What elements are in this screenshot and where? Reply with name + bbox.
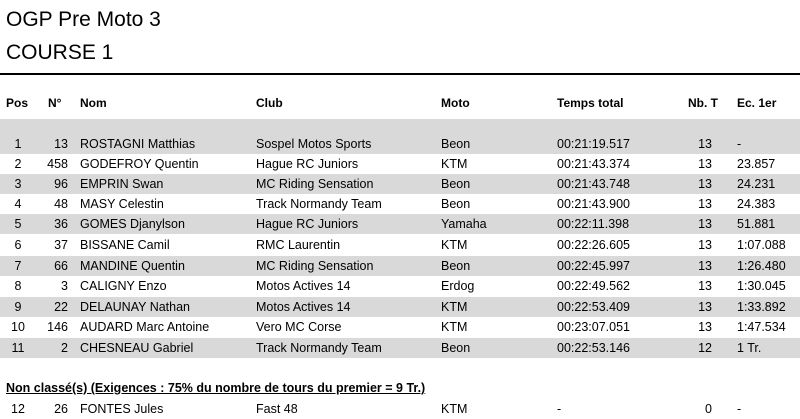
table-row [0,214,800,234]
cell-pos: 2 [14,157,22,171]
table-row [0,194,800,214]
cell-nom: FONTES Jules [80,402,164,416]
cell-nom: AUDARD Marc Antoine [80,320,210,334]
cell-moto: KTM [441,300,468,314]
cell-num: 96 [54,177,68,191]
cell-moto: Erdog [441,279,475,293]
cell-ec: - [737,402,742,416]
cell-pos: 5 [14,217,22,231]
cell-nom: ROSTAGNI Matthias [80,137,196,151]
cell-pos: 10 [11,320,25,334]
cell-nbt: 13 [698,320,712,334]
table-row [0,174,800,194]
cell-temps: 00:21:43.748 [557,177,630,191]
cell-nbt: 13 [698,238,712,252]
cell-temps: 00:22:49.562 [557,279,630,293]
cell-temps: 00:22:45.997 [557,259,630,273]
cell-club: RMC Laurentin [256,238,341,252]
cell-pos: 4 [14,197,22,211]
cell-moto: Beon [441,197,471,211]
col-header-num: N° [48,96,62,110]
cell-pos: 3 [14,177,22,191]
cell-ec: 1:30.045 [737,279,786,293]
table-row [0,297,800,317]
col-header-club: Club [256,96,283,110]
cell-club: Hague RC Juniors [256,217,359,231]
cell-ec: 1:26.480 [737,259,786,273]
cell-ec: 23.857 [737,157,776,171]
table-row [0,317,800,337]
cell-temps: - [557,402,562,416]
cell-nom: EMPRIN Swan [80,177,164,191]
cell-moto: Beon [441,137,471,151]
cell-nom: BISSANE Camil [80,238,170,252]
cell-ec: 1 Tr. [737,341,762,355]
col-header-nom: Nom [80,96,107,110]
cell-temps: 00:22:11.398 [557,217,630,231]
table-row [0,235,800,255]
cell-temps: 00:21:19.517 [557,137,630,151]
cell-num: 13 [54,137,68,151]
cell-num: 37 [54,238,68,252]
cell-temps: 00:23:07.051 [557,320,630,334]
cell-club: MC Riding Sensation [256,177,374,191]
cell-num: 3 [61,279,68,293]
table-row [0,338,800,358]
cell-nbt: 12 [698,341,712,355]
cell-num: 22 [54,300,68,314]
cell-num: 458 [47,157,68,171]
cell-club: Sospel Motos Sports [256,137,372,151]
cell-nbt: 0 [705,402,712,416]
cell-moto: Yamaha [441,217,487,231]
cell-ec: 24.383 [737,197,776,211]
cell-pos: 7 [14,259,22,273]
cell-club: MC Riding Sensation [256,259,374,273]
cell-num: 26 [54,402,68,416]
cell-pos: 8 [14,279,22,293]
cell-nbt: 13 [698,137,712,151]
cell-nom: MASY Celestin [80,197,164,211]
cell-club: Track Normandy Team [256,197,382,211]
cell-num: 66 [54,259,68,273]
cell-pos: 9 [14,300,22,314]
cell-moto: Beon [441,177,471,191]
col-header-pos: Pos [5,96,28,110]
cell-nom: MANDINE Quentin [80,259,185,273]
table-row [0,134,800,154]
cell-nom: CALIGNY Enzo [80,279,167,293]
cell-nbt: 13 [698,300,712,314]
cell-club: Track Normandy Team [256,341,382,355]
table-row [0,276,800,296]
cell-club: Motos Actives 14 [256,300,351,314]
cell-moto: Beon [441,341,471,355]
cell-nbt: 13 [698,197,712,211]
cell-club: Motos Actives 14 [256,279,351,293]
non-classified-row [0,399,800,419]
cell-nbt: 13 [698,157,712,171]
cell-nom: GOMES Djanylson [80,217,185,231]
cell-num: 36 [54,217,68,231]
cell-nbt: 13 [698,279,712,293]
col-header-nbt: Nb. T [688,96,718,110]
cell-num: 2 [61,341,68,355]
cell-club: Fast 48 [256,402,298,416]
cell-ec: 51.881 [737,217,776,231]
cell-club: Hague RC Juniors [256,157,359,171]
cell-temps: 00:21:43.374 [557,157,630,171]
cell-nom: CHESNEAU Gabriel [80,341,194,355]
cell-moto: Beon [441,259,471,273]
cell-temps: 00:22:26.605 [557,238,630,252]
header-divider [0,73,800,75]
cell-nbt: 13 [698,259,712,273]
event-title: OGP Pre Moto 3 [6,8,161,31]
cell-ec: 1:47.534 [737,320,786,334]
spacer-row [0,119,800,134]
cell-moto: KTM [441,238,468,252]
cell-moto: KTM [441,157,468,171]
cell-ec: - [737,137,742,151]
cell-moto: KTM [441,320,468,334]
cell-num: 146 [47,320,68,334]
cell-temps: 00:22:53.409 [557,300,630,314]
cell-nbt: 13 [698,217,712,231]
table-row [0,154,800,174]
col-header-temps: Temps total [557,96,624,110]
cell-ec: 1:07.088 [737,238,786,252]
cell-club: Vero MC Corse [256,320,342,334]
cell-pos: 6 [14,238,22,252]
cell-ec: 24.231 [737,177,776,191]
cell-temps: 00:22:53.146 [557,341,630,355]
non-classified-title: Non classé(s) (Exigences : 75% du nombre de tours du premier = 9 Tr.) [6,381,426,395]
cell-num: 48 [54,197,68,211]
table-row [0,256,800,276]
cell-nom: DELAUNAY Nathan [80,300,191,314]
cell-moto: KTM [441,402,468,416]
cell-pos: 12 [11,402,25,416]
col-header-moto: Moto [441,96,470,110]
col-header-ec: Ec. 1er [737,96,777,110]
cell-nbt: 13 [698,177,712,191]
cell-ec: 1:33.892 [737,300,786,314]
cell-nom: GODEFROY Quentin [80,157,199,171]
cell-pos: 1 [14,137,22,151]
cell-pos: 11 [11,341,25,355]
race-title: COURSE 1 [6,41,114,64]
cell-temps: 00:21:43.900 [557,197,630,211]
